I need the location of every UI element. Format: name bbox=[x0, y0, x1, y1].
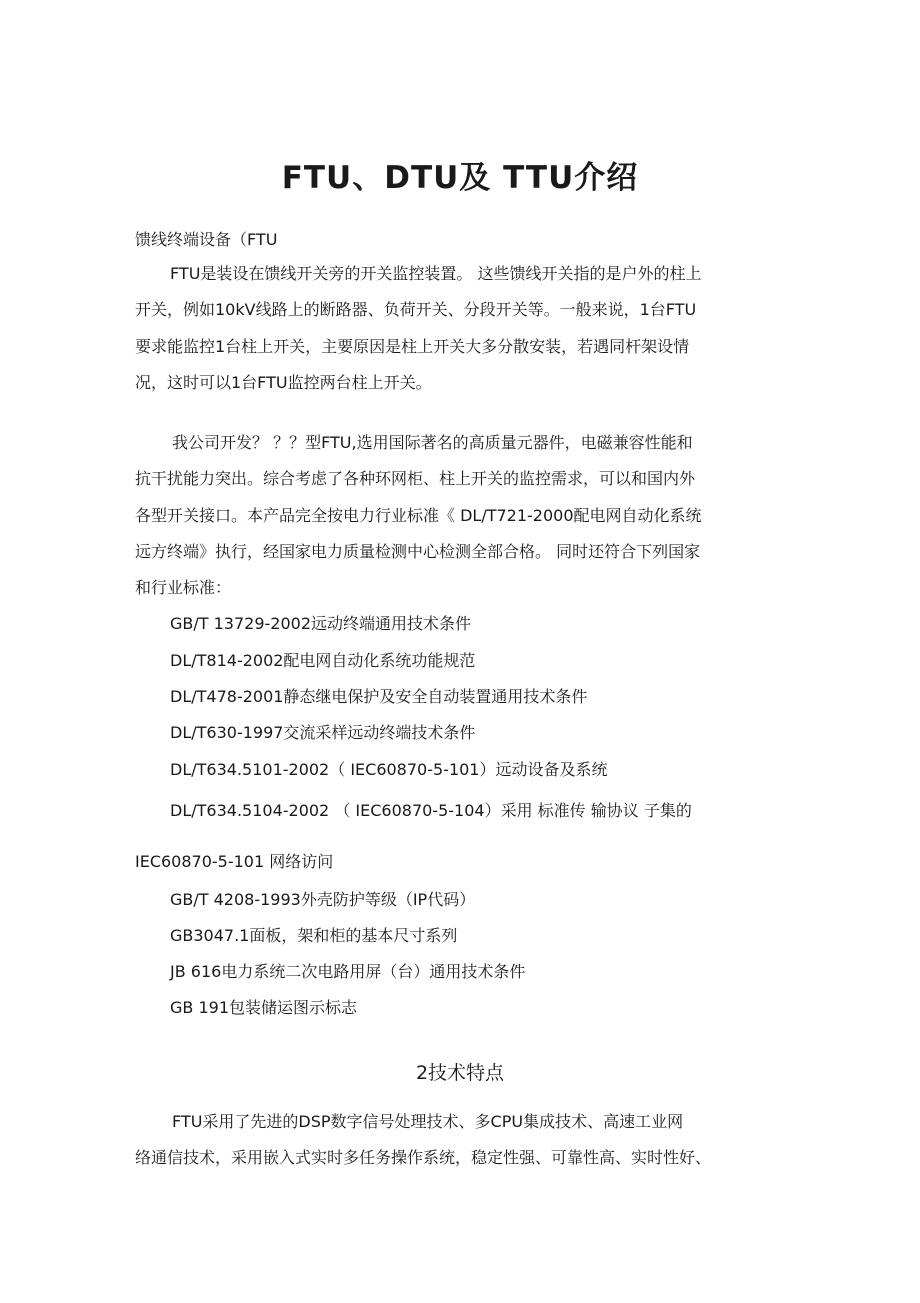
paragraph-line: 和行业标准： bbox=[135, 578, 232, 597]
standard-item: DL/T814-2002配电网自动化系统功能规范 bbox=[170, 651, 476, 670]
standard-item: GB 191包装储运图示标志 bbox=[170, 998, 358, 1017]
standard-item: GB/T 13729-2002远动终端通用技术条件 bbox=[170, 614, 472, 633]
paragraph-line: 况，这时可以1台FTU监控两台柱上开关。 bbox=[135, 373, 432, 392]
paragraph-line: 抗干扰能力突出。综合考虑了各种环网柜、柱上开关的监控需求，可以和国内外 bbox=[135, 469, 696, 488]
standard-item: JB 616电力系统二次电路用屏（台）通用技术条件 bbox=[170, 962, 526, 981]
standard-item: DL/T630-1997交流采样远动终端技术条件 bbox=[170, 723, 476, 742]
standard-item: GB/T 4208-1993外壳防护等级（IP代码） bbox=[170, 890, 476, 909]
standard-item-continuation: IEC60870-5-101 网络访问 bbox=[135, 852, 334, 871]
paragraph-line: 我公司开发？ ？？型FTU,选用国际著名的高质量元器件，电磁兼容性能和 bbox=[172, 433, 693, 452]
standard-item: DL/T478-2001静态继电保护及安全自动装置通用技术条件 bbox=[170, 687, 588, 706]
paragraph-line: 络通信技术，采用嵌入式实时多任务操作系统，稳定性强、可靠性高、实时性好、 bbox=[135, 1148, 712, 1167]
paragraph-line: 要求能监控1台柱上开关，主要原因是柱上开关大多分散安装，若遇同杆架设情 bbox=[135, 337, 690, 356]
document-title: FTU、DTU及 TTU介绍 bbox=[281, 160, 639, 196]
paragraph-line: FTU是装设在馈线开关旁的开关监控装置。 这些馈线开关指的是户外的柱上 bbox=[170, 264, 702, 283]
paragraph-line: 各型开关接口。本产品完全按电力行业标准《 DL/T721-2000配电网自动化系统 bbox=[135, 506, 702, 525]
standard-item: DL/T634.5101-2002（ IEC60870-5-101）远动设备及系统 bbox=[170, 760, 608, 779]
paragraph-line: 远方终端》执行，经国家电力质量检测中心检测全部合格。 同时还符合下列国家 bbox=[135, 542, 701, 561]
paragraph-line: FTU采用了先进的DSP数字信号处理技术、多CPU集成技术、高速工业网 bbox=[172, 1112, 684, 1131]
section-heading-technical-features: 2技术特点 bbox=[415, 1062, 505, 1084]
paragraph-line: 开关，例如10kV线路上的断路器、负荷开关、分段开关等。一般来说，1台FTU bbox=[135, 300, 697, 319]
standard-item: DL/T634.5104-2002 （ IEC60870-5-104）采用 标准传 输协议 子集的 bbox=[170, 801, 692, 820]
section-heading-ftu: 馈线终端设备（FTU bbox=[135, 230, 278, 249]
standard-item: GB3047.1面板，架和柜的基本尺寸系列 bbox=[170, 926, 458, 945]
